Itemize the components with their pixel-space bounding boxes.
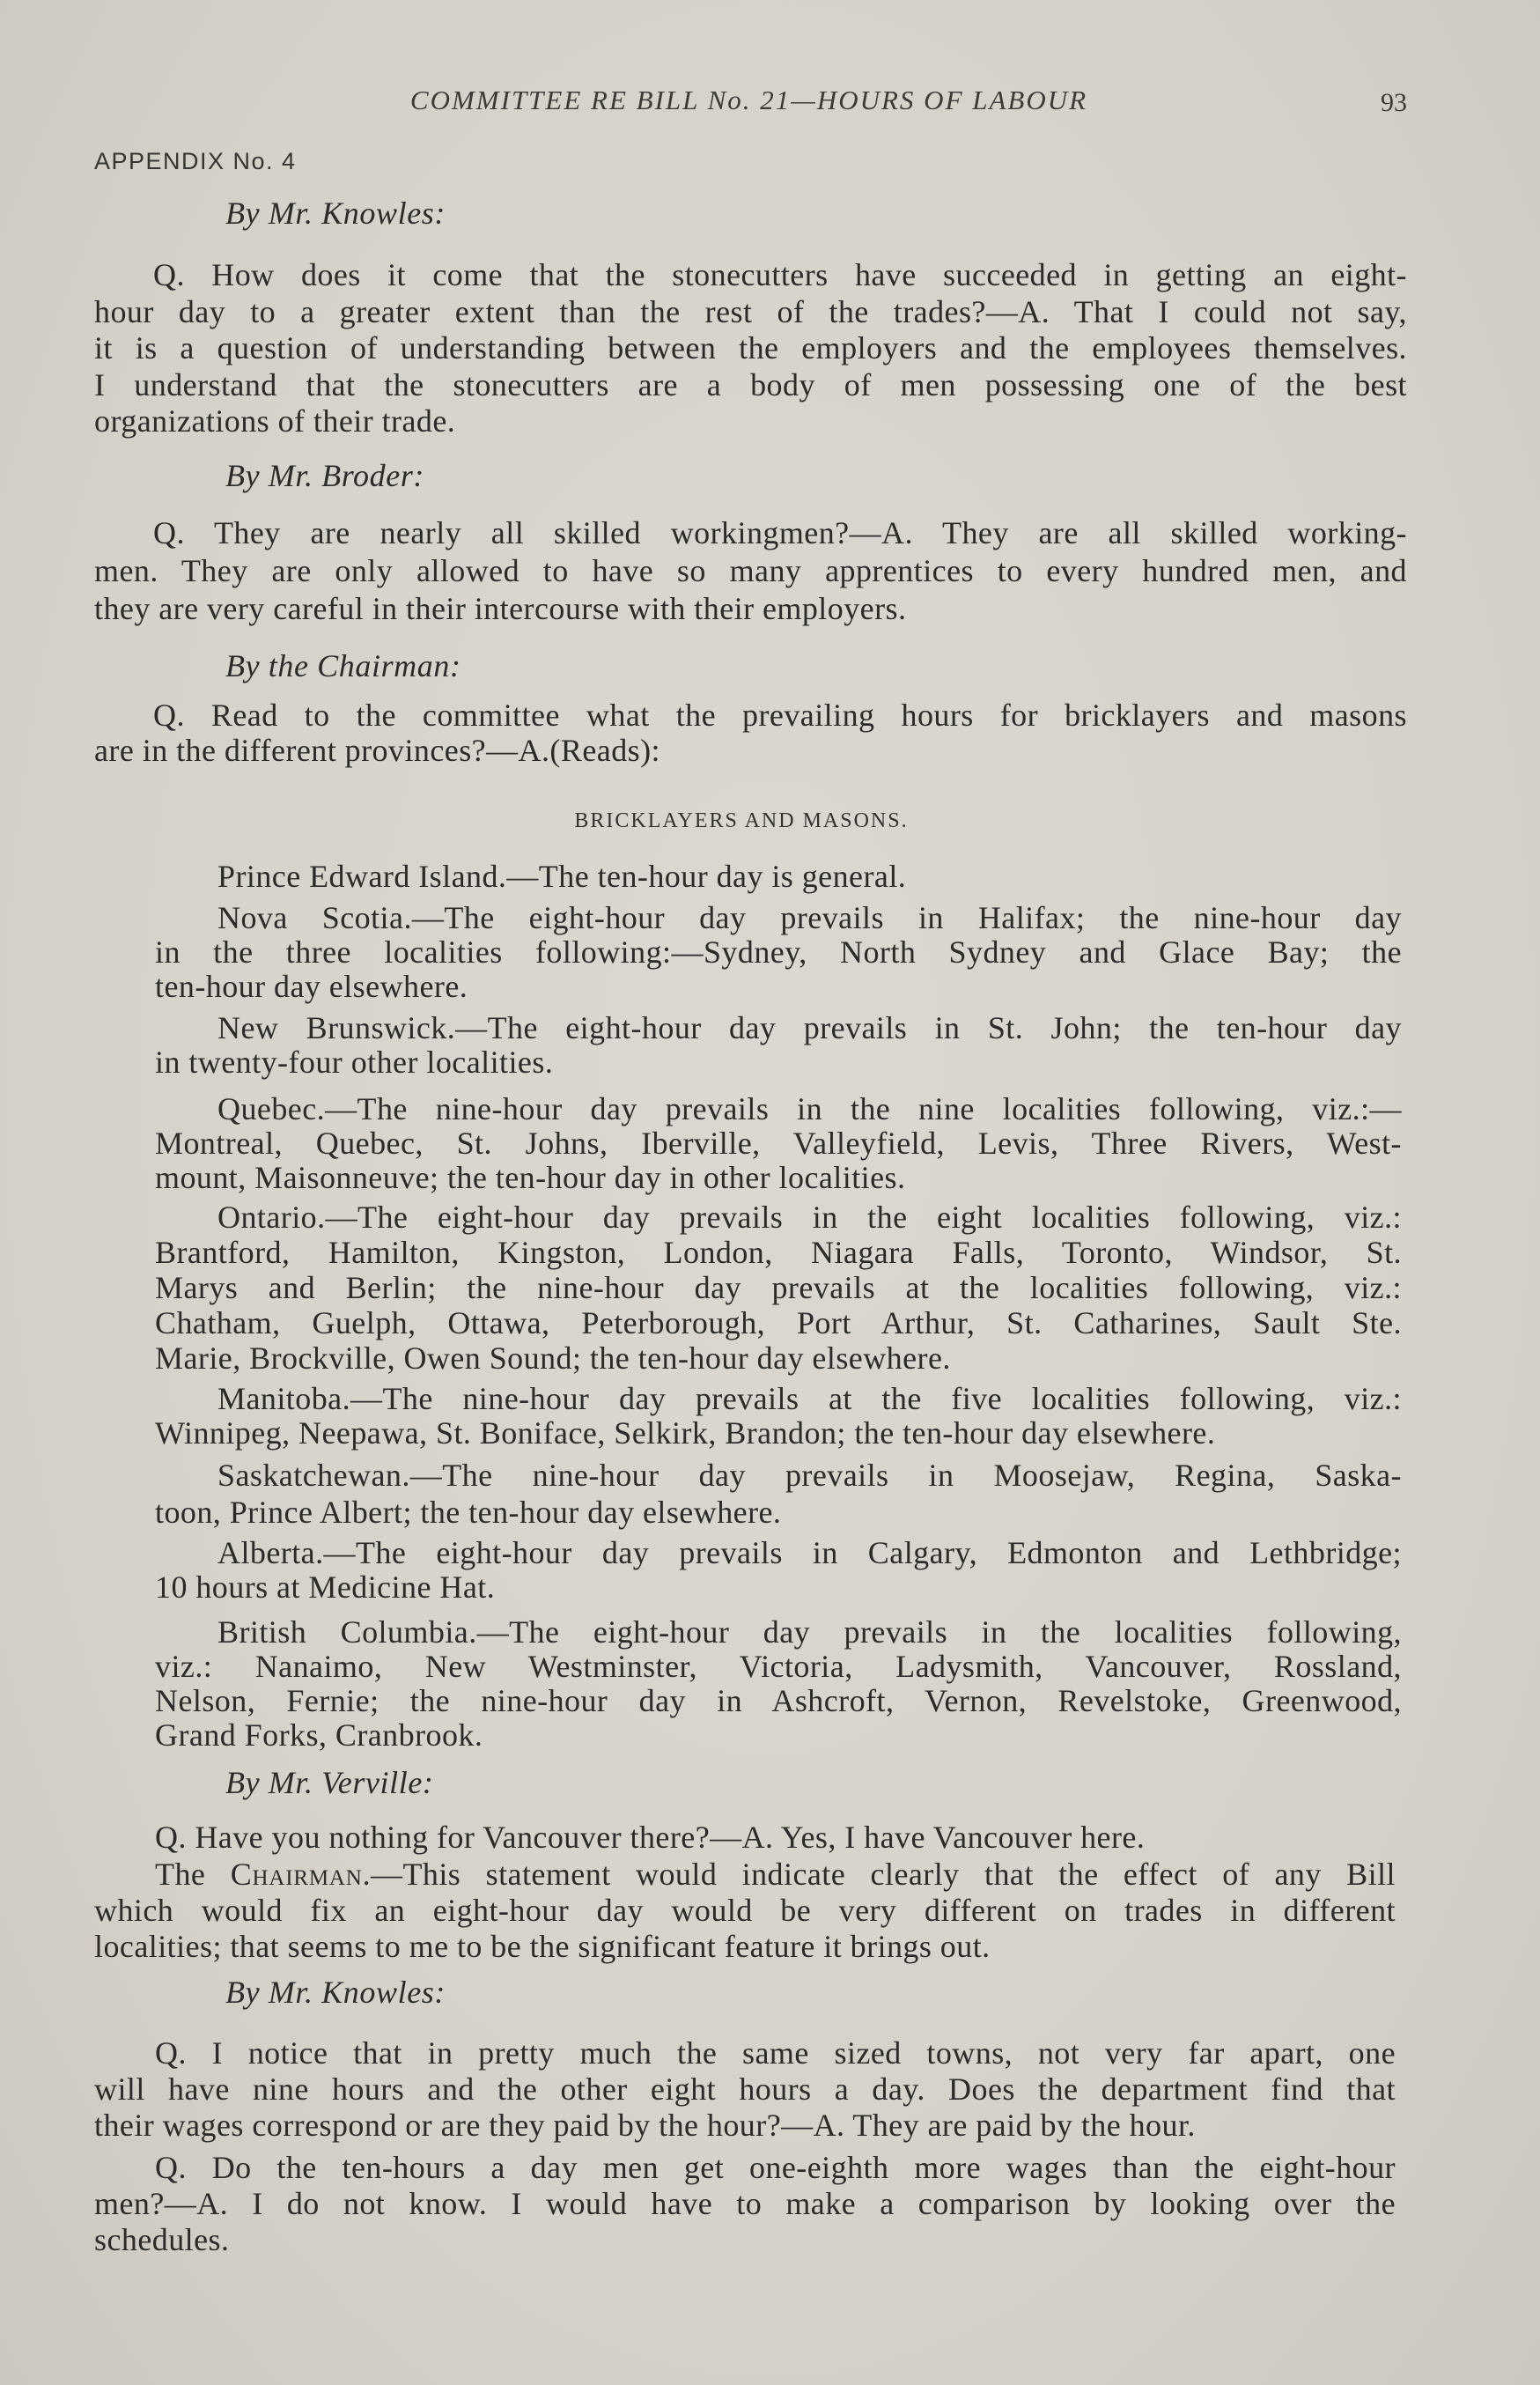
testimony-paragraph	[94, 2035, 1396, 2144]
text-line: Q. I notice that in pretty much the same sized towns, not very far apart, one	[155, 2035, 1396, 2071]
text-line: Quebec.—The nine-hour day prevails in the nine localities following, viz.:—	[217, 1091, 1402, 1126]
text-line: hour day to a greater extent than the rest of the trades?—A. That I could not say,	[94, 293, 1407, 329]
testimony-paragraph	[94, 514, 1407, 628]
text-line: organizations of their trade.	[94, 403, 456, 439]
text-line: ten-hour day elsewhere.	[155, 969, 468, 1004]
page-number: 93	[1381, 88, 1407, 117]
text-line: Q. They are nearly all skilled workingmen?—A. They are all skilled working-	[153, 515, 1407, 550]
text-line: Brantford, Hamilton, Kingston, London, Niagara Falls, Toronto, Windsor, St.	[155, 1235, 1402, 1270]
province-paragraph-pei	[155, 860, 1402, 894]
text-line: toon, Prince Albert; the ten-hour day elsewhere.	[155, 1495, 782, 1530]
running-title: COMMITTEE RE BILL No. 21—HOURS OF LABOUR	[409, 85, 1088, 115]
text-line: Ontario.—The eight-hour day prevails in the eight localities following, viz.:	[217, 1200, 1402, 1235]
text-line: which would fix an eight-hour day would be very different on trades in different	[94, 1893, 1396, 1928]
text-line: are in the different provinces?—A.(Reads):	[94, 733, 660, 768]
text-line: Marys and Berlin; the nine-hour day prevails at the localities following, viz.:	[155, 1270, 1402, 1305]
testimony-paragraph	[94, 2150, 1396, 2258]
text-line: Nelson, Fernie; the nine-hour day in Ashcroft, Vernon, Revelstoke, Greenwood,	[155, 1683, 1402, 1718]
chairman-statement-text: .—This statement would indicate clearly that the effect of any Bill	[362, 1857, 1396, 1892]
province-paragraph-nova-scotia	[155, 901, 1402, 1004]
section-title: BRICKLAYERS AND MASONS.	[574, 809, 909, 832]
testimony-paragraph	[94, 698, 1407, 768]
text-line: men?—A. I do not know. I would have to make a comparison by looking over the	[94, 2186, 1396, 2221]
text-line: Q. Have you nothing for Vancouver there?—A. Yes, I have Vancouver here.	[155, 1820, 1146, 1855]
text-line: Manitoba.—The nine-hour day prevails at the five localities following, viz.:	[217, 1381, 1402, 1416]
testimony-paragraph	[94, 1820, 1396, 1856]
text-line: Alberta.—The eight-hour day prevails in Calgary, Edmonton and Lethbridge;	[217, 1535, 1402, 1570]
text-line: in the three localities following:—Sydney, North Sydney and Glace Bay; the	[155, 934, 1402, 970]
text-line: Marie, Brockville, Owen Sound; the ten-hour day elsewhere.	[155, 1340, 951, 1376]
appendix-label: APPENDIX No. 4	[94, 148, 297, 174]
speaker-heading: By Mr. Knowles:	[225, 196, 446, 231]
province-paragraph-british-columbia	[155, 1615, 1402, 1753]
text-line: Winnipeg, Neepawa, St. Boniface, Selkirk, Brandon; the ten-hour day elsewhere.	[155, 1415, 1216, 1451]
text-line: it is a question of understanding between the employers and the employees themselves.	[94, 330, 1407, 366]
text-line: localities; that seems to me to be the significant feature it brings out.	[94, 1929, 991, 1964]
province-paragraph-alberta	[155, 1536, 1402, 1605]
text-line: Q. Read to the committee what the prevailing hours for bricklayers and masons	[153, 698, 1407, 733]
text-line: Chatham, Guelph, Ottawa, Peterborough, Port Arthur, St. Catharines, Sault Ste.	[155, 1305, 1402, 1340]
province-paragraph-new-brunswick	[155, 1011, 1402, 1080]
chairman-article: The	[155, 1857, 231, 1892]
text-line: Q. How does it come that the stonecutters have succeeded in getting an eight-	[153, 257, 1407, 292]
text-line: schedules.	[94, 2222, 230, 2257]
text-line: Prince Edward Island.—The ten-hour day is general.	[217, 859, 907, 894]
speaker-heading: By Mr. Broder:	[225, 458, 425, 493]
text-line: Nova Scotia.—The eight-hour day prevails in Halifax; the nine-hour day	[217, 900, 1402, 935]
chairman-speaker-name: Chairman	[230, 1857, 363, 1892]
testimony-paragraph	[94, 257, 1407, 440]
province-paragraph-ontario	[155, 1200, 1402, 1376]
text-line: Q. Do the ten-hours a day men get one-eighth more wages than the eight-hour	[155, 2150, 1396, 2185]
text-line: Montreal, Quebec, St. Johns, Iberville, Valleyfield, Levis, Three Rivers, West-	[155, 1126, 1402, 1161]
chairman-statement	[94, 1857, 1396, 1965]
text-line	[94, 1857, 1396, 1893]
text-line: New Brunswick.—The eight-hour day prevails in St. John; the ten-hour day	[217, 1010, 1402, 1045]
speaker-heading: By Mr. Verville:	[225, 1765, 434, 1800]
text-line: will have nine hours and the other eight hours a day. Does the department find that	[94, 2071, 1396, 2107]
text-line: Grand Forks, Cranbrook.	[155, 1717, 483, 1753]
speaker-heading: By the Chairman:	[225, 648, 461, 683]
text-line: viz.: Nanaimo, New Westminster, Victoria, Ladysmith, Vancouver, Rossland,	[155, 1649, 1402, 1684]
province-paragraph-saskatchewan	[155, 1457, 1402, 1531]
province-paragraph-manitoba	[155, 1382, 1402, 1451]
text-line: 10 hours at Medicine Hat.	[155, 1569, 496, 1605]
text-line: British Columbia.—The eight-hour day prevails in the localities following,	[217, 1614, 1402, 1650]
text-line: they are very careful in their intercourse with their employers.	[94, 591, 907, 626]
text-line: in twenty-four other localities.	[155, 1045, 554, 1080]
text-line: I understand that the stonecutters are a body of men possessing one of the best	[94, 366, 1407, 402]
province-paragraph-quebec	[155, 1092, 1402, 1195]
speaker-heading: By Mr. Knowles:	[225, 1975, 446, 2010]
text-line: mount, Maisonneuve; the ten-hour day in other localities.	[155, 1160, 906, 1195]
text-line: men. They are only allowed to have so many apprentices to every hundred men, and	[94, 553, 1407, 588]
text-line: Saskatchewan.—The nine-hour day prevails in Moosejaw, Regina, Saska-	[217, 1458, 1402, 1493]
text-line: their wages correspond or are they paid by the hour?—A. They are paid by the hour.	[94, 2108, 1196, 2143]
